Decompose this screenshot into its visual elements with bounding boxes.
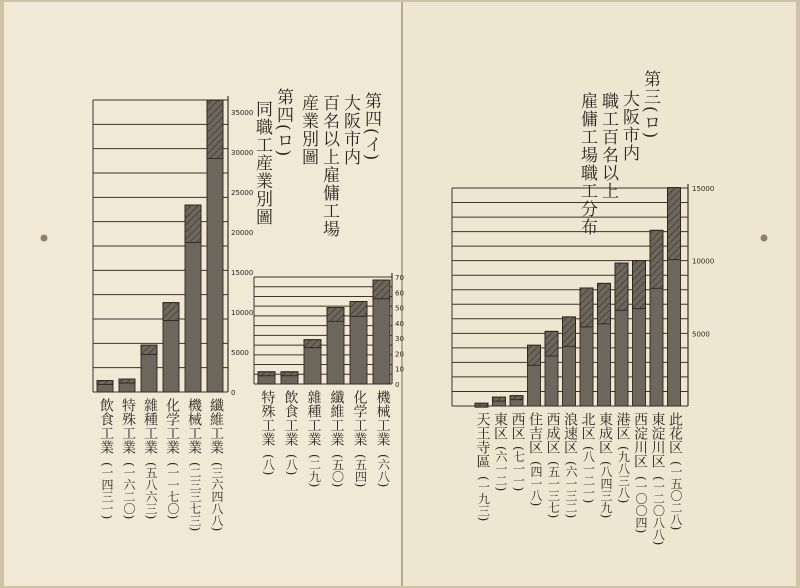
category-label: 西区 (509, 412, 526, 440)
category-value-label: (二九) (307, 454, 322, 488)
bar-hatch (598, 283, 611, 323)
category-label: 東成区 (597, 412, 613, 454)
category-label: 港区 (614, 412, 631, 440)
category-label: 纖維工業 (208, 398, 224, 454)
y-tick-label: 0 (395, 381, 400, 389)
category-value-label: (八四三九) (599, 461, 613, 519)
y-tick-label: 5000 (692, 330, 710, 339)
y-tick-label: 60 (395, 289, 404, 298)
bar-hatch (119, 379, 135, 383)
y-tick-label: 40 (395, 319, 404, 328)
category-value-label: (一一七〇) (166, 462, 180, 520)
y-tick-label: 10000 (692, 257, 715, 266)
chart3-title-line-3: 職工百名以上 (598, 92, 618, 200)
chart2-title-line-1: 第四(ロ) (273, 88, 293, 158)
chart3-title-line-2: 大阪市内 (619, 90, 639, 162)
category-label: 此花区 (667, 412, 683, 454)
chart1-title-line-3: 百名以上雇傭工場 (319, 94, 339, 238)
category-label: 纖維工業 (328, 390, 345, 446)
category-value-label: (四一八) (529, 461, 543, 507)
bar-hatch (327, 308, 344, 322)
category-label: 飲食工業 (282, 390, 299, 446)
bar-hatch (475, 403, 488, 407)
category-value-label: (一九三) (476, 476, 491, 522)
bar-hatch (281, 372, 298, 376)
chart1-title-line-4: 産業別圖 (298, 94, 318, 166)
category-label: 雜種工業 (305, 390, 322, 446)
y-tick-label: 0 (231, 389, 236, 397)
category-label: 機械工業 (374, 390, 391, 446)
bar-hatch (510, 396, 523, 400)
category-value-label: (六一二) (494, 446, 508, 492)
bar-hatch (258, 372, 275, 376)
y-tick-label: 5000 (231, 349, 249, 357)
category-label: 天王寺區 (474, 412, 491, 468)
category-label: 化学工業 (164, 398, 180, 454)
category-label: 西成区 (544, 412, 561, 454)
chart1-title-line-1: 第四(イ) (361, 92, 381, 162)
chart2-title-line-2: 同職工産業別圖 (252, 100, 272, 226)
bar-hatch (141, 345, 157, 354)
bar-hatch (563, 317, 576, 346)
bar-hatch (373, 280, 390, 299)
bar-hatch (650, 230, 663, 288)
category-value-label: (二三三七三) (188, 462, 202, 532)
category-value-label: (五四) (353, 454, 368, 488)
left-page (4, 2, 402, 586)
bar-hatch (615, 263, 628, 310)
category-label: 北区 (579, 412, 596, 440)
binding-hole-right (761, 235, 768, 242)
y-tick-label: 15000 (692, 185, 715, 193)
y-tick-label: 20000 (231, 229, 254, 237)
bar-hatch (163, 303, 179, 321)
category-label: 雜種工業 (142, 398, 158, 454)
y-tick-label: 50 (395, 304, 404, 313)
y-tick-label: 20 (395, 350, 404, 359)
category-value-label: (一五〇二八) (669, 461, 683, 531)
category-value-label: (五一三七) (546, 461, 561, 519)
category-label: 浪速区 (562, 412, 578, 454)
category-value-label: (六八) (376, 454, 391, 488)
category-value-label: (一〇〇四) (634, 476, 648, 534)
y-tick-label: 70 (395, 274, 404, 282)
y-tick-label: 35000 (231, 109, 254, 117)
bar-hatch (493, 397, 506, 401)
bar-hatch (528, 345, 541, 365)
category-label: 東区 (492, 412, 508, 440)
chart3-title-line-1: 第三(ロ) (640, 70, 660, 140)
bar-hatch (633, 261, 646, 309)
bar-hatch (350, 301, 367, 316)
category-value-label: (三六四八八) (210, 462, 224, 532)
category-value-label: (六一三二) (564, 461, 578, 519)
y-tick-label: 15000 (231, 269, 254, 277)
y-tick-label: 30000 (231, 149, 254, 157)
category-value-label: (八) (284, 454, 299, 476)
bar-hatch (545, 331, 558, 356)
category-value-label: (一四三一) (100, 462, 114, 520)
category-value-label: (五八六三) (144, 462, 158, 520)
category-value-label: (八一二一) (581, 446, 596, 504)
bar-hatch (97, 381, 113, 385)
category-label: 西淀川区 (632, 412, 648, 468)
y-tick-label: 30 (395, 335, 404, 344)
category-label: 化学工業 (351, 390, 368, 446)
category-value-label: (九八三八) (616, 446, 631, 504)
category-label: 飲食工業 (98, 398, 114, 454)
bar-hatch (304, 340, 321, 348)
category-label: 特殊工業 (120, 398, 136, 454)
category-value-label: (七一一) (511, 446, 526, 492)
category-label: 東淀川区 (649, 412, 666, 468)
y-tick-label: 10 (395, 365, 404, 374)
y-tick-label: 25000 (231, 189, 254, 197)
bar-hatch (207, 100, 223, 158)
category-value-label: (五〇) (330, 454, 345, 488)
category-label: 特殊工業 (259, 390, 276, 446)
category-value-label: (八) (261, 454, 276, 476)
category-label: 機械工業 (186, 398, 202, 454)
binding-hole-left (41, 235, 48, 242)
category-label: 住吉区 (527, 412, 543, 454)
bar-hatch (580, 288, 593, 327)
category-value-label: (一六二〇) (122, 462, 136, 520)
bar-hatch (185, 205, 201, 242)
chart1-title-line-2: 大阪市内 (340, 94, 360, 166)
bar-hatch (668, 188, 681, 260)
chart3-title-line-4: 雇傭工場職工分布 (577, 92, 597, 236)
y-tick-label: 10000 (231, 309, 254, 317)
category-value-label: (一二〇八八) (651, 476, 666, 546)
